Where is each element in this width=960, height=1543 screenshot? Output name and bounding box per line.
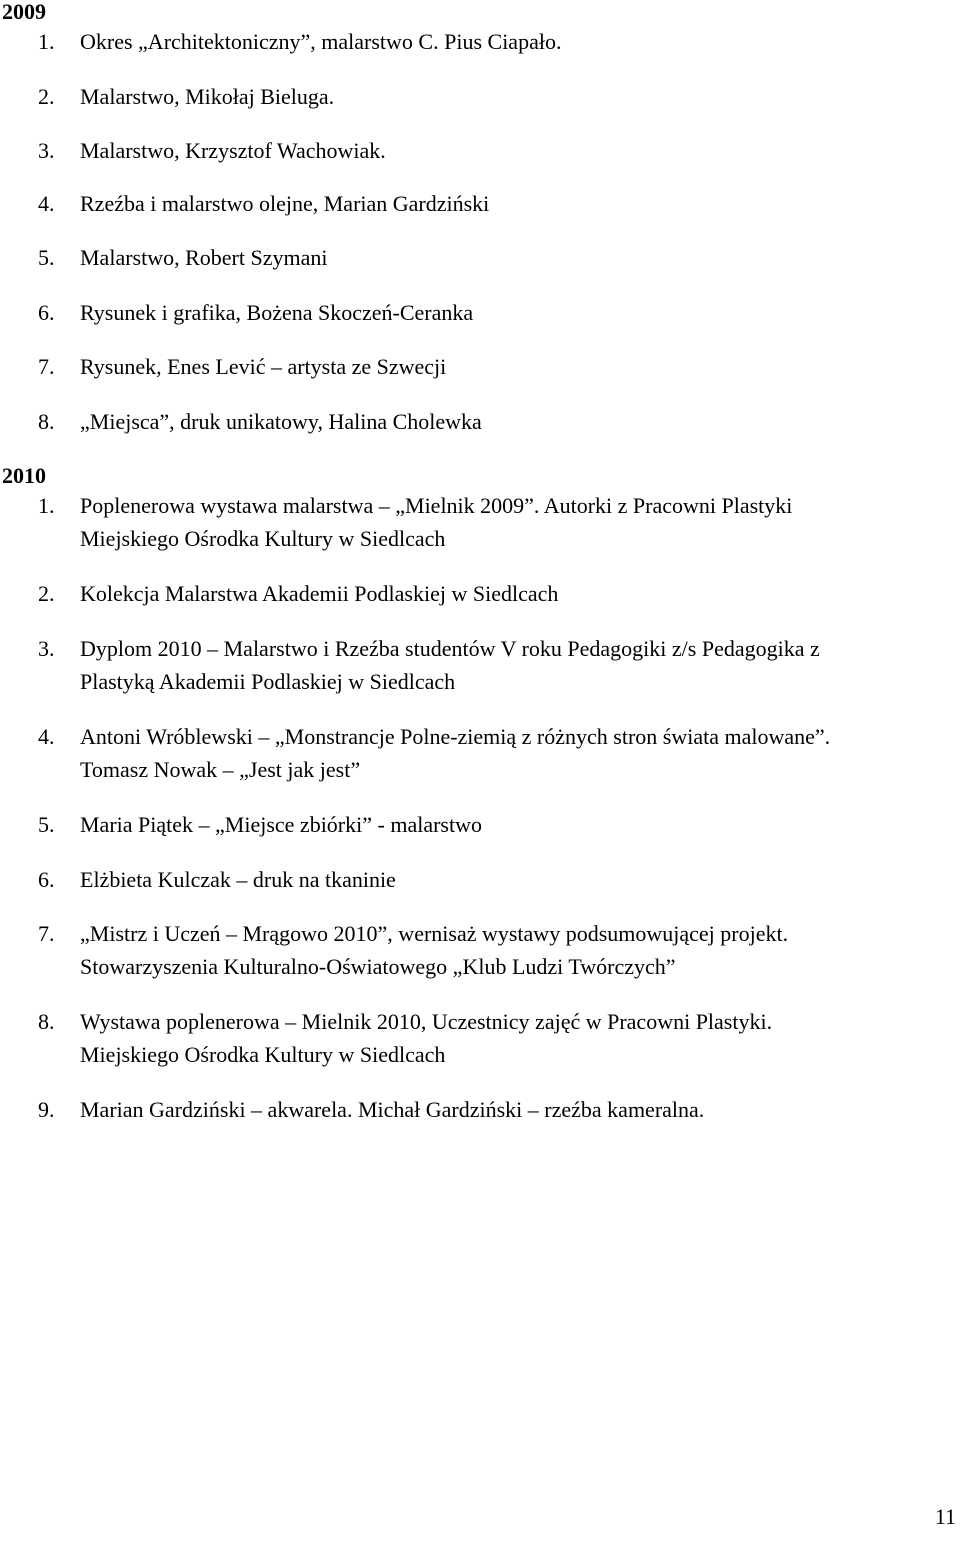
item-line: Elżbieta Kulczak – druk na tkaninie xyxy=(80,867,396,892)
item-number: 1. xyxy=(38,29,55,54)
item-text xyxy=(80,577,950,610)
item-line: Stowarzyszenia Kulturalno-Oświatowego „Klub Ludzi Twórczych” xyxy=(80,954,676,979)
item-line: Miejskiego Ośrodka Kultury w Siedlcach xyxy=(80,1042,446,1067)
page-number: 11 xyxy=(934,1504,956,1529)
item-number: 7. xyxy=(38,921,55,946)
item-number: 4. xyxy=(38,724,55,749)
item-text xyxy=(80,489,950,555)
item-line: „Miejsca”, druk unikatowy, Halina Cholewka xyxy=(80,409,482,434)
item-text xyxy=(80,720,950,786)
item-line: Plastyką Akademii Podlaskiej w Siedlcach xyxy=(80,669,456,694)
item-line: Wystawa poplenerowa – Mielnik 2010, Uczestnicy zajęć w Pracowni Plastyki. xyxy=(80,1009,773,1034)
item-text xyxy=(80,80,950,113)
item-line: Malarstwo, Robert Szymani xyxy=(80,245,328,270)
item-number: 6. xyxy=(38,300,55,325)
item-number: 1. xyxy=(38,493,55,518)
item-text xyxy=(80,632,950,698)
item-text xyxy=(80,296,950,329)
item-text xyxy=(80,405,950,438)
item-number: 8. xyxy=(38,1009,55,1034)
item-line: Maria Piątek – „Miejsce zbiórki” - malarstwo xyxy=(80,812,482,837)
item-line: Okres „Architektoniczny”, malarstwo C. Pius Ciapało. xyxy=(80,29,562,54)
item-text xyxy=(80,917,950,983)
item-line: Miejskiego Ośrodka Kultury w Siedlcach xyxy=(80,526,446,551)
item-line: Antoni Wróblewski – „Monstrancje Polne-ziemią z różnych stron świata malowane”. xyxy=(80,724,831,749)
item-number: 3. xyxy=(38,636,55,661)
section-year-2009: 2009 xyxy=(2,0,46,24)
item-number: 3. xyxy=(38,138,55,163)
item-line: Malarstwo, Krzysztof Wachowiak. xyxy=(80,138,386,163)
item-number: 5. xyxy=(38,245,55,270)
item-number: 9. xyxy=(38,1097,55,1122)
item-number: 4. xyxy=(38,191,55,216)
item-text xyxy=(80,1005,950,1071)
item-line: Tomasz Nowak – „Jest jak jest” xyxy=(80,757,361,782)
item-line: Malarstwo, Mikołaj Bieluga. xyxy=(80,84,335,109)
item-text xyxy=(80,25,950,58)
item-text xyxy=(80,808,950,841)
item-number: 5. xyxy=(38,812,55,837)
item-line: Poplenerowa wystawa malarstwa – „Mielnik 2009”. Autorki z Pracowni Plastyki xyxy=(80,493,793,518)
item-number: 8. xyxy=(38,409,55,434)
item-line: Rzeźba i malarstwo olejne, Marian Gardziński xyxy=(80,191,490,216)
item-line: Rysunek i grafika, Bożena Skoczeń-Ceranka xyxy=(80,300,474,325)
item-line: „Mistrz i Uczeń – Mrągowo 2010”, wernisaż wystawy podsumowującej projekt. xyxy=(80,921,789,946)
item-text xyxy=(80,241,950,274)
item-text xyxy=(80,863,950,896)
item-number: 2. xyxy=(38,581,55,606)
item-text xyxy=(80,134,950,167)
section-year-2010: 2010 xyxy=(2,463,46,488)
item-number: 2. xyxy=(38,84,55,109)
item-line: Kolekcja Malarstwa Akademii Podlaskiej w Siedlcach xyxy=(80,581,559,606)
item-line: Marian Gardziński – akwarela. Michał Gardziński – rzeźba kameralna. xyxy=(80,1097,705,1122)
item-number: 6. xyxy=(38,867,55,892)
item-line: Rysunek, Enes Lević – artysta ze Szwecji xyxy=(80,354,447,379)
item-text xyxy=(80,1093,950,1126)
item-number: 7. xyxy=(38,354,55,379)
item-text xyxy=(80,350,950,383)
item-line: Dyplom 2010 – Malarstwo i Rzeźba studentów V roku Pedagogiki z/s Pedagogika z xyxy=(80,636,820,661)
item-text xyxy=(80,187,950,220)
